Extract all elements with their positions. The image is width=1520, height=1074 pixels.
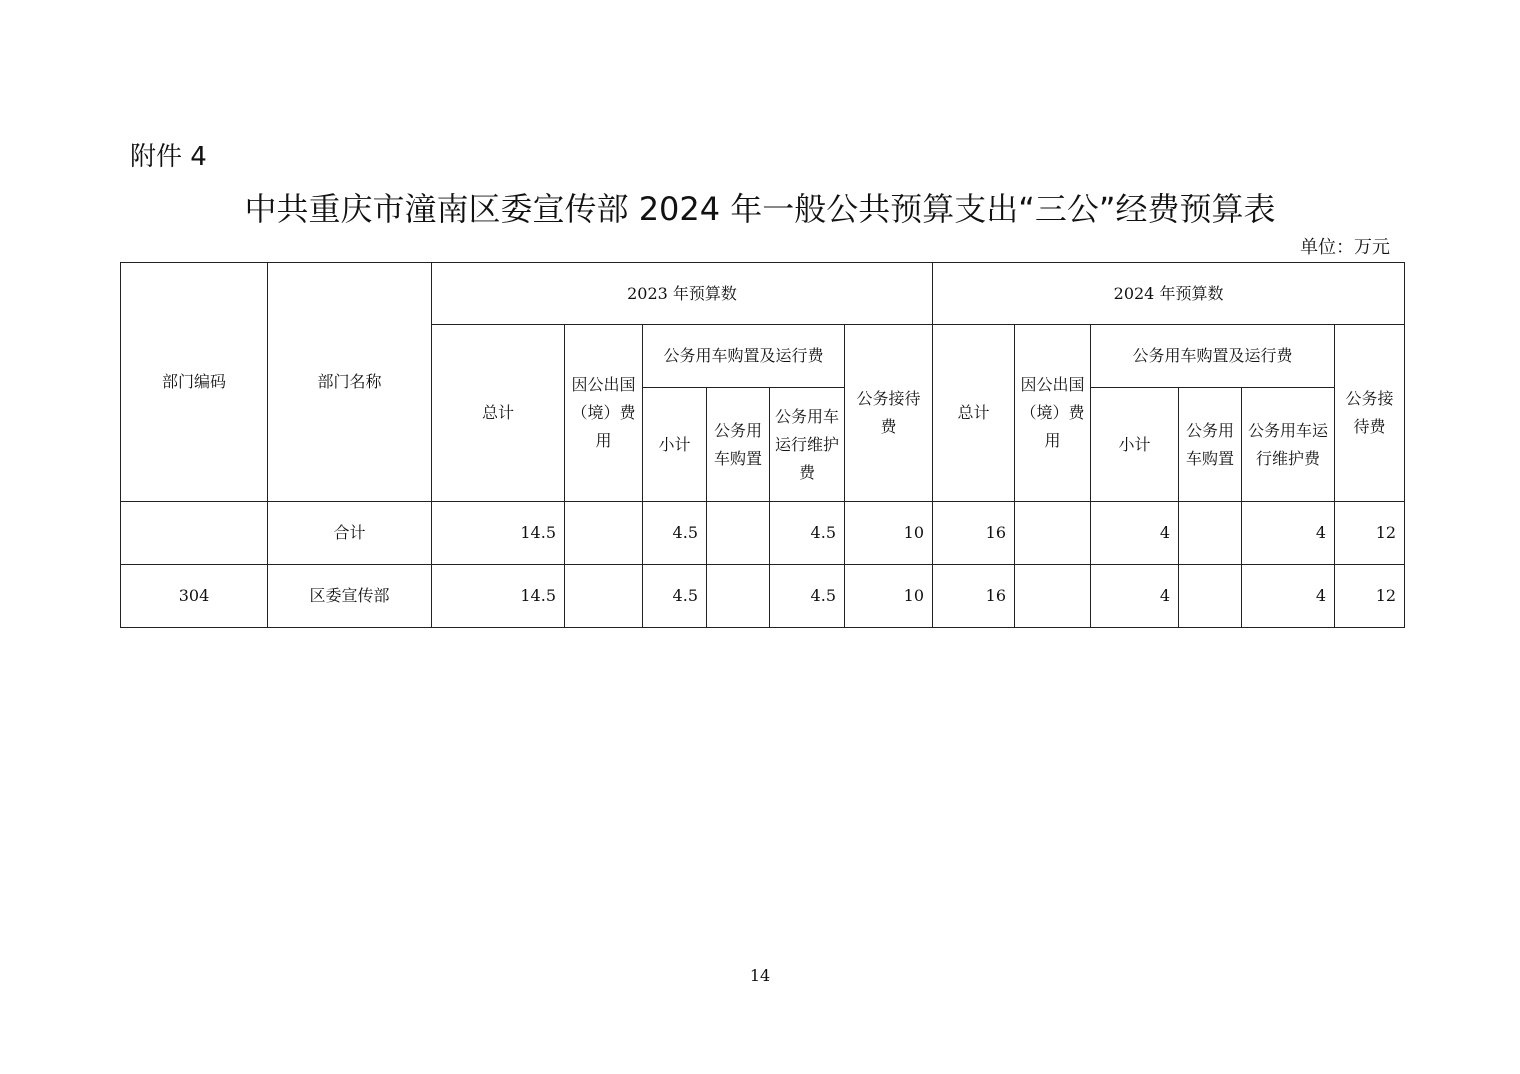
cell-2023-total: 14.5	[432, 565, 565, 628]
header-2024-vehicle-purchase: 公务用车购置	[1179, 388, 1242, 502]
cell-2024-abroad	[1015, 565, 1091, 628]
cell-2023-abroad	[565, 565, 643, 628]
attachment-label: 附件 4	[130, 142, 207, 172]
page-number: 14	[749, 966, 771, 985]
cell-2023-abroad	[565, 502, 643, 565]
header-2023-vehicle-purchase: 公务用车购置	[707, 388, 770, 502]
cell-2024-reception: 12	[1335, 502, 1405, 565]
cell-2024-total: 16	[933, 565, 1015, 628]
cell-2023-vehicle-maintenance: 4.5	[770, 565, 845, 628]
cell-2023-total: 14.5	[432, 502, 565, 565]
cell-2024-vehicle-purchase	[1179, 565, 1242, 628]
budget-table	[120, 262, 1405, 628]
cell-name: 区委宣传部	[268, 565, 432, 628]
header-2023-vehicle-maintenance: 公务用车运行维护费	[770, 388, 845, 502]
header-year-2024: 2024 年预算数	[933, 263, 1405, 325]
document-title: 中共重庆市潼南区委宣传部 2024 年一般公共预算支出“三公”经费预算表	[244, 190, 1276, 228]
cell-code	[121, 502, 268, 565]
header-row-years	[121, 263, 1405, 325]
header-2024-subtotal: 小计	[1091, 388, 1179, 502]
cell-name: 合计	[268, 502, 432, 565]
cell-2023-vehicle-maintenance: 4.5	[770, 502, 845, 565]
header-dept-code: 部门编码	[121, 263, 268, 502]
header-2023-subtotal: 小计	[643, 388, 707, 502]
cell-2024-vehicle-maintenance: 4	[1242, 565, 1335, 628]
header-2023-total: 总计	[432, 325, 565, 502]
unit-label: 单位：万元	[1300, 237, 1390, 258]
header-2024-vehicle-maintenance: 公务用车运行维护费	[1242, 388, 1335, 502]
cell-2023-subtotal: 4.5	[643, 502, 707, 565]
cell-2024-reception: 12	[1335, 565, 1405, 628]
header-2024-vehicle-group: 公务用车购置及运行费	[1091, 325, 1335, 388]
table-row-total	[121, 502, 1405, 565]
cell-2023-reception: 10	[845, 565, 933, 628]
cell-code: 304	[121, 565, 268, 628]
cell-2023-subtotal: 4.5	[643, 565, 707, 628]
cell-2024-vehicle-purchase	[1179, 502, 1242, 565]
header-2023-abroad: 因公出国（境）费用	[565, 325, 643, 502]
header-2023-vehicle-group: 公务用车购置及运行费	[643, 325, 845, 388]
header-year-2023: 2023 年预算数	[432, 263, 933, 325]
cell-2024-subtotal: 4	[1091, 565, 1179, 628]
header-dept-name: 部门名称	[268, 263, 432, 502]
header-2024-abroad: 因公出国（境）费用	[1015, 325, 1091, 502]
table-row-dept	[121, 565, 1405, 628]
header-2023-reception: 公务接待费	[845, 325, 933, 502]
cell-2024-vehicle-maintenance: 4	[1242, 502, 1335, 565]
cell-2023-vehicle-purchase	[707, 565, 770, 628]
cell-2023-vehicle-purchase	[707, 502, 770, 565]
cell-2024-abroad	[1015, 502, 1091, 565]
header-2024-total: 总计	[933, 325, 1015, 502]
header-2024-reception: 公务接待费	[1335, 325, 1405, 502]
cell-2024-subtotal: 4	[1091, 502, 1179, 565]
cell-2024-total: 16	[933, 502, 1015, 565]
cell-2023-reception: 10	[845, 502, 933, 565]
